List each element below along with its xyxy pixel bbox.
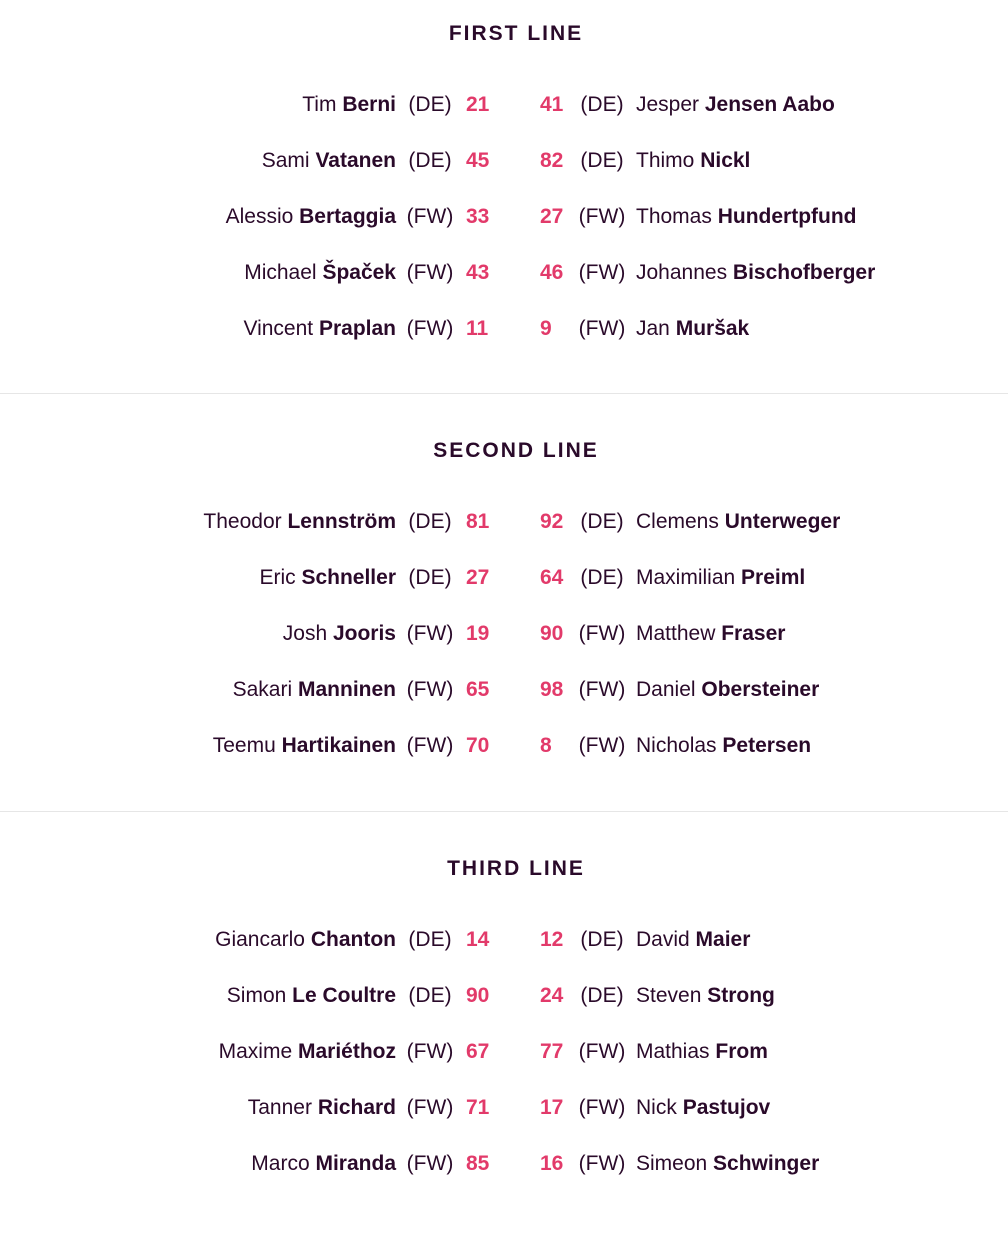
left-player-position: (FW) [406, 261, 454, 284]
player-last-name: Schwinger [713, 1152, 820, 1175]
player-last-name: Vatanen [315, 149, 396, 172]
left-jersey-number: 81 [466, 510, 490, 533]
left-player-position: (FW) [406, 622, 454, 645]
right-jersey-number: 64 [540, 566, 564, 589]
right-player-name [636, 732, 811, 760]
left-player-name [248, 1094, 396, 1122]
player-first-name: Jan [636, 317, 670, 340]
right-player-name [636, 315, 749, 343]
player-last-name: Jooris [332, 622, 396, 645]
player-first-name: Theodor [203, 510, 282, 533]
left-player-name [215, 926, 396, 954]
player-first-name: Maximilian [636, 566, 736, 589]
player-row [0, 315, 1008, 343]
left-player-position: (DE) [408, 93, 452, 116]
player-last-name: Petersen [722, 734, 812, 757]
player-last-name: Lennström [287, 510, 396, 533]
right-jersey-number: 92 [540, 510, 564, 533]
player-first-name: Jesper [636, 93, 700, 116]
left-player-position: (DE) [408, 928, 452, 951]
player-first-name: Josh [282, 622, 328, 645]
player-last-name: Praplan [318, 317, 396, 340]
player-row [0, 620, 1008, 648]
player-first-name: Giancarlo [215, 928, 305, 951]
right-player-position: (DE) [580, 566, 624, 589]
right-jersey-number: 90 [540, 622, 564, 645]
left-player-name [213, 732, 396, 760]
player-first-name: Teemu [212, 734, 276, 757]
left-player-position: (DE) [408, 510, 452, 533]
player-last-name: Hundertpfund [717, 205, 857, 228]
player-first-name: Mathias [636, 1040, 710, 1063]
line-title: THIRD LINE [447, 857, 585, 880]
player-row [0, 147, 1008, 175]
section-divider [0, 811, 1008, 812]
right-jersey-number: 77 [540, 1040, 564, 1063]
right-player-position: (FW) [578, 1040, 626, 1063]
left-player-name [227, 982, 396, 1010]
right-player-name [636, 620, 785, 648]
left-player-name [262, 147, 396, 175]
player-first-name: Matthew [636, 622, 716, 645]
player-last-name: Strong [707, 984, 775, 1007]
line-title: SECOND LINE [433, 439, 599, 462]
left-player-name [219, 1038, 396, 1066]
player-last-name: Pastujov [682, 1096, 771, 1119]
player-last-name: Schneller [301, 566, 396, 589]
player-last-name: Bertaggia [299, 205, 396, 228]
player-first-name: David [636, 928, 690, 951]
right-player-name [636, 203, 857, 231]
left-jersey-number: 11 [466, 317, 489, 340]
right-jersey-number: 9 [540, 317, 552, 340]
left-jersey-number: 27 [466, 566, 490, 589]
line-section-1 [0, 0, 1008, 400]
left-player-position: (DE) [408, 984, 452, 1007]
player-row [0, 564, 1008, 592]
line-section-2 [0, 417, 1008, 817]
left-player-name [283, 620, 396, 648]
player-row [0, 91, 1008, 119]
left-player-name [302, 91, 396, 119]
player-first-name: Maxime [218, 1040, 293, 1063]
left-jersey-number: 14 [466, 928, 490, 951]
right-player-name [636, 1038, 768, 1066]
player-last-name: Berni [342, 93, 396, 116]
left-jersey-number: 71 [466, 1096, 490, 1119]
player-first-name: Thomas [636, 205, 712, 228]
player-row [0, 676, 1008, 704]
left-player-position: (FW) [406, 317, 454, 340]
left-player-name [226, 203, 396, 231]
right-jersey-number: 12 [540, 928, 564, 951]
player-last-name: Špaček [322, 261, 396, 284]
left-player-name [259, 564, 396, 592]
player-last-name: Muršak [675, 317, 750, 340]
right-player-name [636, 982, 775, 1010]
left-player-name [203, 508, 396, 536]
right-player-position: (FW) [578, 205, 626, 228]
player-first-name: Simon [226, 984, 287, 1007]
left-jersey-number: 65 [466, 678, 490, 701]
right-player-position: (DE) [580, 93, 624, 116]
left-jersey-number: 19 [466, 622, 490, 645]
player-last-name: Preiml [741, 566, 806, 589]
player-first-name: Eric [259, 566, 296, 589]
left-jersey-number: 85 [466, 1152, 490, 1175]
player-row [0, 1094, 1008, 1122]
left-jersey-number: 70 [466, 734, 490, 757]
player-first-name: Sakari [232, 678, 293, 701]
player-last-name: Nickl [700, 149, 751, 172]
right-player-position: (FW) [578, 734, 626, 757]
player-first-name: Michael [244, 261, 317, 284]
player-first-name: Nick [636, 1096, 677, 1119]
player-first-name: Sami [261, 149, 310, 172]
player-last-name: Manninen [298, 678, 396, 701]
right-player-name [636, 508, 840, 536]
right-jersey-number: 46 [540, 261, 564, 284]
right-player-name [636, 1094, 770, 1122]
left-jersey-number: 90 [466, 984, 490, 1007]
left-player-position: (FW) [406, 678, 454, 701]
right-player-position: (FW) [578, 1096, 626, 1119]
left-player-position: (FW) [406, 1040, 454, 1063]
player-last-name: Mariéthoz [297, 1040, 396, 1063]
left-player-name [251, 1150, 396, 1178]
player-row [0, 203, 1008, 231]
player-last-name: Hartikainen [281, 734, 396, 757]
player-first-name: Daniel [636, 678, 696, 701]
player-row [0, 1038, 1008, 1066]
left-player-name [244, 259, 396, 287]
right-player-name [636, 1150, 819, 1178]
right-player-name [636, 259, 875, 287]
player-first-name: Thimo [636, 149, 695, 172]
player-last-name: Le Coultre [292, 984, 396, 1007]
left-player-position: (DE) [408, 566, 452, 589]
right-player-name [636, 676, 819, 704]
player-row [0, 926, 1008, 954]
right-player-position: (FW) [578, 1152, 626, 1175]
player-last-name: Bischofberger [732, 261, 876, 284]
player-last-name: Unterweger [724, 510, 841, 533]
right-jersey-number: 27 [540, 205, 564, 228]
left-player-name [233, 676, 396, 704]
left-player-position: (FW) [406, 1152, 454, 1175]
player-first-name: Vincent [243, 317, 314, 340]
right-player-position: (FW) [578, 678, 626, 701]
right-player-name [636, 564, 805, 592]
left-jersey-number: 21 [466, 93, 490, 116]
player-first-name: Tanner [247, 1096, 312, 1119]
line-section-3 [0, 835, 1008, 1235]
right-jersey-number: 41 [540, 93, 564, 116]
player-first-name: Clemens [636, 510, 719, 533]
line-title: FIRST LINE [448, 22, 584, 45]
left-player-name [243, 315, 396, 343]
left-player-position: (FW) [406, 1096, 454, 1119]
player-row [0, 982, 1008, 1010]
player-last-name: Richard [317, 1096, 396, 1119]
left-jersey-number: 67 [466, 1040, 490, 1063]
player-last-name: Obersteiner [701, 678, 820, 701]
player-last-name: Maier [695, 928, 751, 951]
right-player-position: (DE) [580, 149, 624, 172]
right-player-name [636, 147, 750, 175]
right-player-position: (DE) [580, 928, 624, 951]
right-player-position: (DE) [580, 984, 624, 1007]
right-jersey-number: 24 [540, 984, 564, 1007]
player-first-name: Simeon [636, 1152, 708, 1175]
player-first-name: Marco [251, 1152, 310, 1175]
player-first-name: Alessio [225, 205, 294, 228]
player-row [0, 259, 1008, 287]
right-jersey-number: 98 [540, 678, 564, 701]
left-player-position: (FW) [406, 205, 454, 228]
right-player-name [636, 91, 835, 119]
player-row [0, 732, 1008, 760]
left-jersey-number: 43 [466, 261, 490, 284]
left-jersey-number: 33 [466, 205, 490, 228]
right-player-position: (DE) [580, 510, 624, 533]
right-player-name [636, 926, 750, 954]
player-last-name: Jensen Aabo [704, 93, 835, 116]
right-jersey-number: 16 [540, 1152, 564, 1175]
left-player-position: (FW) [406, 734, 454, 757]
player-row [0, 1150, 1008, 1178]
right-player-position: (FW) [578, 261, 626, 284]
right-jersey-number: 82 [540, 149, 564, 172]
player-last-name: Chanton [310, 928, 396, 951]
player-first-name: Nicholas [636, 734, 717, 757]
player-first-name: Johannes [636, 261, 728, 284]
right-jersey-number: 8 [540, 734, 552, 757]
player-first-name: Steven [636, 984, 702, 1007]
player-last-name: From [715, 1040, 768, 1063]
right-player-position: (FW) [578, 317, 626, 340]
right-player-position: (FW) [578, 622, 626, 645]
right-jersey-number: 17 [540, 1096, 564, 1119]
section-divider [0, 393, 1008, 394]
left-jersey-number: 45 [466, 149, 490, 172]
player-row [0, 508, 1008, 536]
player-last-name: Miranda [315, 1152, 396, 1175]
player-last-name: Fraser [721, 622, 786, 645]
left-player-position: (DE) [408, 149, 452, 172]
player-first-name: Tim [302, 93, 337, 116]
